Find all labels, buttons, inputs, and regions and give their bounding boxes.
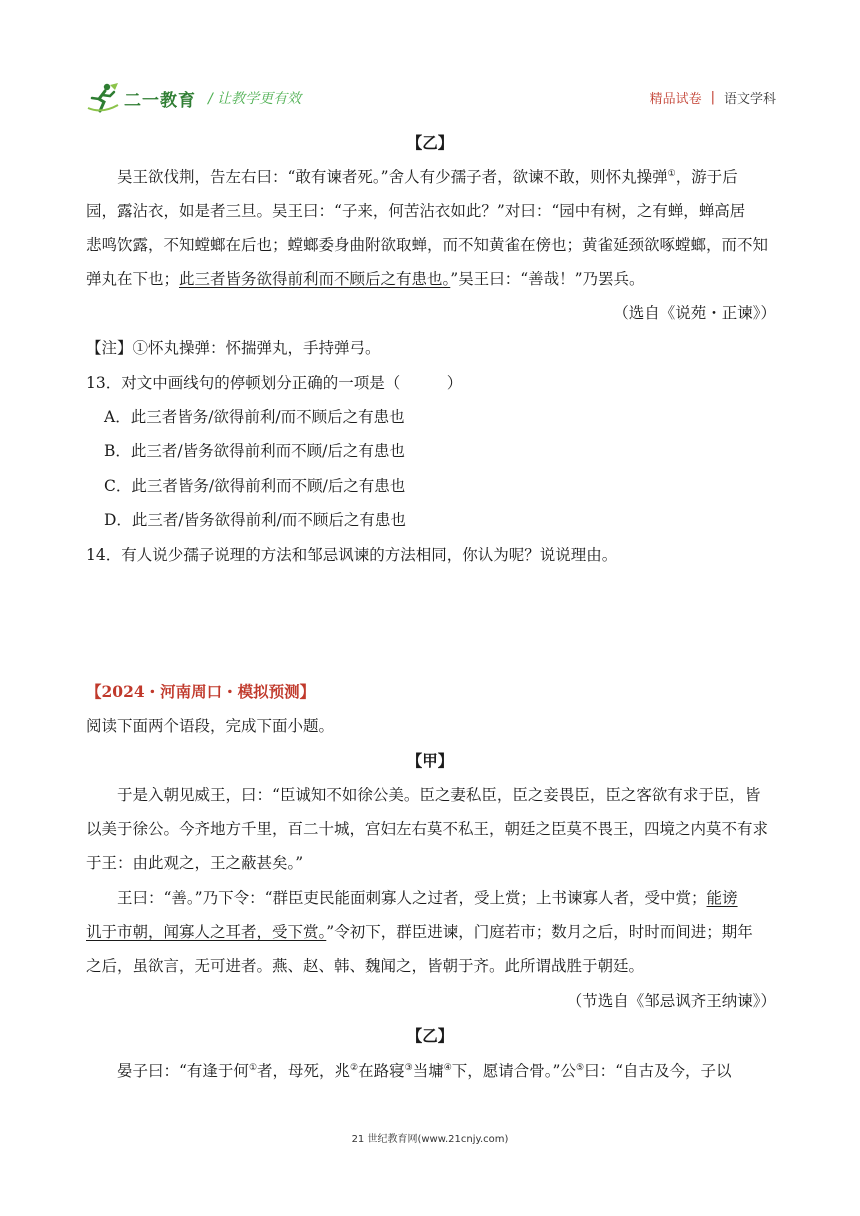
header-subject bbox=[650, 88, 776, 107]
question-14: 14．有人说少孺子说理的方法和邹忌讽谏的方法相同，你认为呢？说说理由。 bbox=[86, 546, 618, 564]
passage-source: （节选自《邹忌讽齐王纳谏》） bbox=[566, 992, 776, 1010]
option-c: C．此三者皆务/欲得前利而不顾/后之有患也 bbox=[104, 477, 406, 495]
passage-line: 之后，虽欲言，无可进者。燕、赵、韩、魏闻之，皆朝于齐。此所谓战胜于朝廷。 bbox=[86, 957, 645, 975]
underlined-sentence: 能谤 bbox=[706, 889, 738, 907]
logo-slogan: / 让教学更有效 bbox=[208, 91, 302, 107]
passage-source: （选自《说苑・正谏》） bbox=[613, 304, 776, 322]
section-heading-jia: 【甲】 bbox=[406, 751, 454, 770]
underlined-sentence: 讥于市朝，闻寡人之耳者，受下赏。 bbox=[86, 923, 327, 941]
passage-line: 于王：由此观之，王之蔽甚矣。” bbox=[86, 854, 304, 872]
page-header bbox=[86, 78, 776, 118]
passage-line: 弹丸在下也；此三者皆务欲得前利而不顾后之有患也。”吴王曰：“善哉！”乃罢兵。 bbox=[86, 270, 645, 288]
passage-line: 以美于徐公。今齐地方千里，百二十城，宫妇左右莫不私王，朝廷之臣莫不畏王，四境之内莫不有求 bbox=[86, 820, 769, 838]
passage-line: 王曰：“善。”乃下令：“群臣吏民能面刺寡人之过者，受上赏；上书谏寡人者，受中赏；能谤 bbox=[117, 889, 738, 907]
footnote: 【注】①怀丸操弹：怀揣弹丸，手持弹弓。 bbox=[86, 339, 381, 357]
page-footer: 21 世纪教育网(www.21cnjy.com) bbox=[351, 1134, 509, 1145]
underlined-sentence: 此三者皆务欲得前利而不顾后之有患也。 bbox=[179, 270, 451, 288]
exam-source-tag: 【2024・河南周口・模拟预测】 bbox=[86, 682, 316, 701]
passage-line: 园，露沾衣，如是者三旦。吴王曰：“子来，何苦沾衣如此？”对曰：“园中有树，之有蝉，蝉高居 bbox=[86, 202, 746, 220]
instruction: 阅读下面两个语段，完成下面小题。 bbox=[86, 717, 335, 735]
logo bbox=[86, 78, 301, 118]
question-13: 13．对文中画线句的停顿划分正确的一项是（ ） bbox=[86, 374, 463, 392]
option-d: D．此三者/皆务欲得前利/而不顾后之有患也 bbox=[104, 511, 406, 529]
header-separator: | bbox=[710, 90, 715, 105]
passage-line: 讥于市朝，闻寡人之耳者，受下赏。”令初下，群臣进谏，门庭若市；数月之后，时时而间进；期年 bbox=[86, 923, 753, 941]
option-a: A．此三者皆务/欲得前利/而不顾后之有患也 bbox=[104, 408, 405, 426]
passage-line: 晏子曰：“有逢于何①者，母死，兆②在路寝③当墉④下，愿请合骨。”公⑤曰：“自古及今，子以 bbox=[117, 1062, 732, 1080]
passage-line: 吴王欲伐荆，告左右曰：“敢有谏者死。”舍人有少孺子者，欲谏不敢，则怀丸操弹①，游于后 bbox=[117, 168, 738, 186]
section-heading-yi: 【乙】 bbox=[406, 133, 454, 152]
passage-line: 于是入朝见威王，曰：“臣诚知不如徐公美。臣之妻私臣，臣之妾畏臣，臣之客欲有求于臣，皆 bbox=[117, 786, 761, 804]
section-heading-yi-2: 【乙】 bbox=[406, 1026, 454, 1045]
logo-name: 二一教育 bbox=[124, 90, 196, 111]
option-b: B．此三者/皆务欲得前利而不顾/后之有患也 bbox=[104, 442, 405, 460]
footnote-ref: ① bbox=[667, 168, 676, 179]
header-label-subject: 语文学科 bbox=[723, 92, 776, 107]
header-label-premium: 精品试卷 bbox=[649, 92, 702, 107]
runner-logo-icon bbox=[86, 81, 120, 115]
passage-line: 悲鸣饮露，不知螳螂在后也；螳螂委身曲附欲取蝉，而不知黄雀在傍也；黄雀延颈欲啄螳螂，而不知 bbox=[86, 236, 769, 254]
